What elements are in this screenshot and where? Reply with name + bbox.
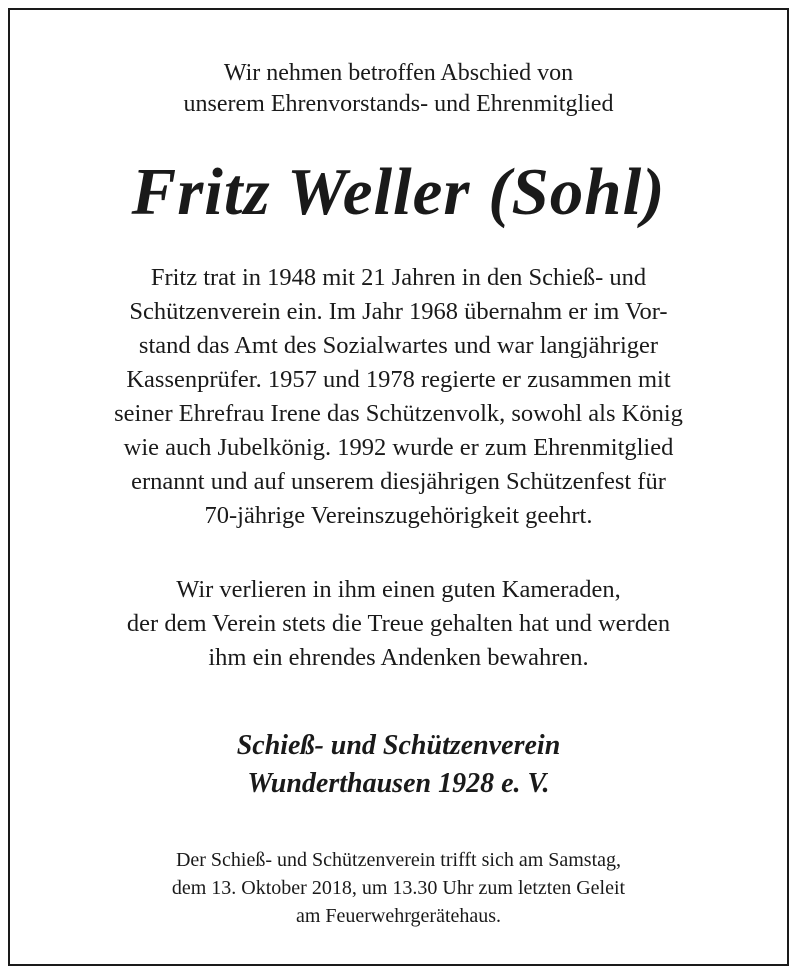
funeral-notice — [30, 846, 767, 930]
notice-line: Der Schieß- und Schützenverein trifft sich am Samstag, — [175, 849, 622, 871]
intro-text — [30, 58, 767, 120]
notice-line: dem 13. Oktober 2018, um 13.30 Uhr zum letzten Geleit — [171, 877, 626, 899]
club-name-line: Schieß- und Schützenverein — [236, 730, 561, 761]
intro-line: unserem Ehrenvorstands- und Ehrenmitglied — [183, 91, 614, 117]
deceased-name: Fritz Weller (Sohl) — [131, 155, 666, 229]
farewell-line: der dem Verein stets die Treue gehalten hat und werden — [126, 610, 671, 637]
biography-line: Kassenprüfer. 1957 und 1978 regierte er zusammen mit — [126, 366, 671, 393]
biography-line: ernannt und auf unserem diesjährigen Schützenfest für — [131, 468, 666, 495]
farewell-text — [30, 573, 767, 675]
club-signature — [30, 727, 767, 803]
biography-line: Fritz trat in 1948 mit 21 Jahren in den Schieß- und — [150, 264, 647, 291]
biography-line: 70-jährige Vereinszugehörigkeit geehrt. — [204, 502, 593, 529]
notice-line: am Feuerwehrgerätehaus. — [295, 905, 502, 927]
farewell-line: Wir verlieren in ihm einen guten Kameraden, — [176, 576, 621, 603]
biography-line: Schützenverein ein. Im Jahr 1968 übernahm er im Vor- — [129, 298, 668, 325]
biography-text — [30, 261, 767, 533]
biography-line: seiner Ehrefrau Irene das Schützenvolk, sowohl als König — [114, 400, 683, 427]
biography-line: wie auch Jubelkönig. 1992 wurde er zum Ehrenmitglied — [123, 434, 674, 461]
biography-line: stand das Amt des Sozialwartes und war langjähriger — [138, 332, 659, 359]
farewell-line: ihm ein ehrendes Andenken bewahren. — [208, 644, 589, 671]
intro-line: Wir nehmen betroffen Abschied von — [223, 60, 574, 86]
obituary-frame — [8, 8, 789, 966]
club-name-line: Wunderthausen 1928 e. V. — [247, 768, 550, 799]
